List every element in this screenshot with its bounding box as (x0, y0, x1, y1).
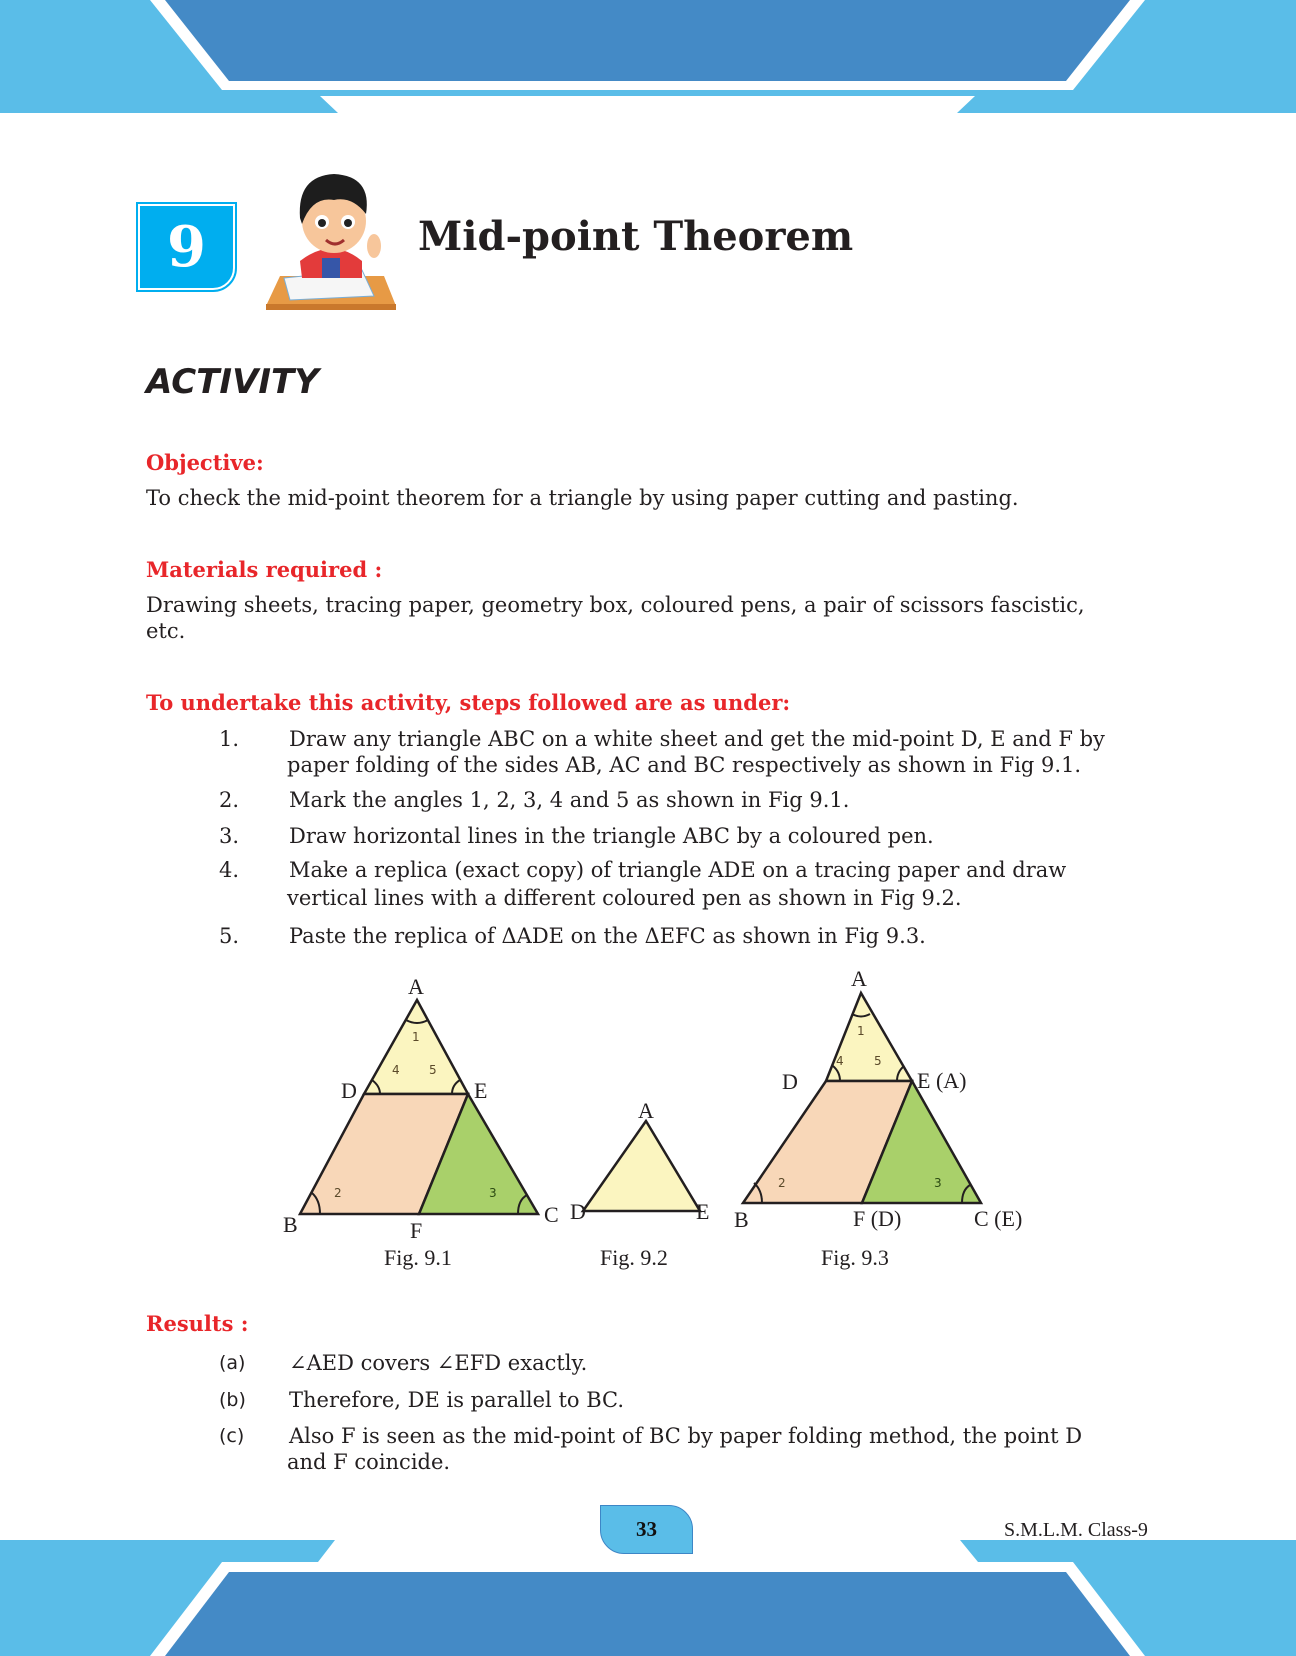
angle-3: 3 (489, 1186, 497, 1200)
step-number: 1. (219, 727, 240, 751)
fig-9-1-caption: Fig. 9.1 (384, 1245, 452, 1270)
step-text: Paste the replica of ΔADE on the ΔEFC as shown in Fig 9.3. (289, 924, 926, 948)
result-text: and F coincide. (287, 1450, 451, 1474)
step-number: 4. (219, 858, 240, 882)
chapter-number: 9 (167, 214, 206, 280)
step-text: Draw horizontal lines in the triangle ABC by a coloured pen. (289, 824, 934, 848)
angle-4: 4 (836, 1054, 844, 1068)
section-title: ACTIVITY (146, 362, 319, 402)
figure-9-2 (583, 1121, 700, 1211)
materials-line: Drawing sheets, tracing paper, geometry box, coloured pens, a pair of scissors fascistic, (146, 593, 1085, 617)
label-d: D (570, 1199, 586, 1224)
fig-9-3-caption: Fig. 9.3 (821, 1245, 889, 1270)
step-text: Make a replica (exact copy) of triangle ADE on a tracing paper and draw (289, 858, 1067, 882)
result-text: Also F is seen as the mid-point of BC by paper folding method, the point D (289, 1424, 1083, 1448)
label-e: E (696, 1199, 710, 1224)
label-a: A (851, 966, 867, 991)
label-f: F (D) (853, 1206, 902, 1231)
book-label: S.M.L.M. Class-9 (1004, 1519, 1148, 1541)
label-f: F (410, 1218, 423, 1243)
label-a: A (408, 974, 424, 999)
step-number: 5. (219, 924, 240, 948)
label-d: D (782, 1069, 798, 1094)
step-text: Draw any triangle ABC on a white sheet and get the mid-point D, E and F by (289, 727, 1105, 751)
step-text: Mark the angles 1, 2, 3, 4 and 5 as shown in Fig 9.1. (289, 788, 850, 812)
angle-1: 1 (412, 1030, 420, 1044)
label-e: E (A) (917, 1068, 967, 1093)
label-b: B (734, 1207, 749, 1232)
angle-2: 2 (334, 1186, 342, 1200)
objective-heading: Objective: (146, 450, 264, 475)
angle-4: 4 (392, 1063, 400, 1077)
step-text: vertical lines with a different coloured pen as shown in Fig 9.2. (287, 886, 962, 910)
angle-5: 5 (874, 1054, 882, 1068)
page-number-badge (600, 1505, 693, 1554)
result-text: ∠AED covers ∠EFD exactly. (289, 1351, 588, 1375)
result-text: Therefore, DE is parallel to BC. (289, 1388, 625, 1412)
angle-2: 2 (778, 1176, 786, 1190)
page-number: 33 (636, 1517, 657, 1541)
step-number: 2. (219, 788, 240, 812)
label-c: C (E) (974, 1206, 1023, 1231)
chapter-title: Mid-point Theorem (418, 213, 854, 260)
objective-text: To check the mid-point theorem for a triangle by using paper cutting and pasting. (146, 486, 1019, 510)
step-text: paper folding of the sides AB, AC and BC respectively as shown in Fig 9.1. (287, 753, 1082, 777)
results-heading: Results : (146, 1311, 249, 1336)
materials-heading: Materials required : (146, 557, 383, 582)
materials-line: etc. (146, 619, 186, 643)
label-e: E (474, 1078, 488, 1103)
label-d: D (341, 1078, 357, 1103)
label-c: C (544, 1202, 559, 1227)
angle-3: 3 (934, 1176, 942, 1190)
label-a: A (638, 1098, 654, 1123)
step-number: 3. (219, 824, 240, 848)
result-label: (b) (219, 1389, 246, 1411)
label-b: B (283, 1212, 298, 1237)
result-label: (c) (219, 1425, 245, 1447)
fig-9-2-caption: Fig. 9.2 (600, 1245, 668, 1270)
steps-heading: To undertake this activity, steps followed are as under: (146, 690, 791, 715)
result-label: (a) (219, 1352, 246, 1374)
angle-5: 5 (429, 1063, 437, 1077)
angle-1: 1 (857, 1024, 865, 1038)
